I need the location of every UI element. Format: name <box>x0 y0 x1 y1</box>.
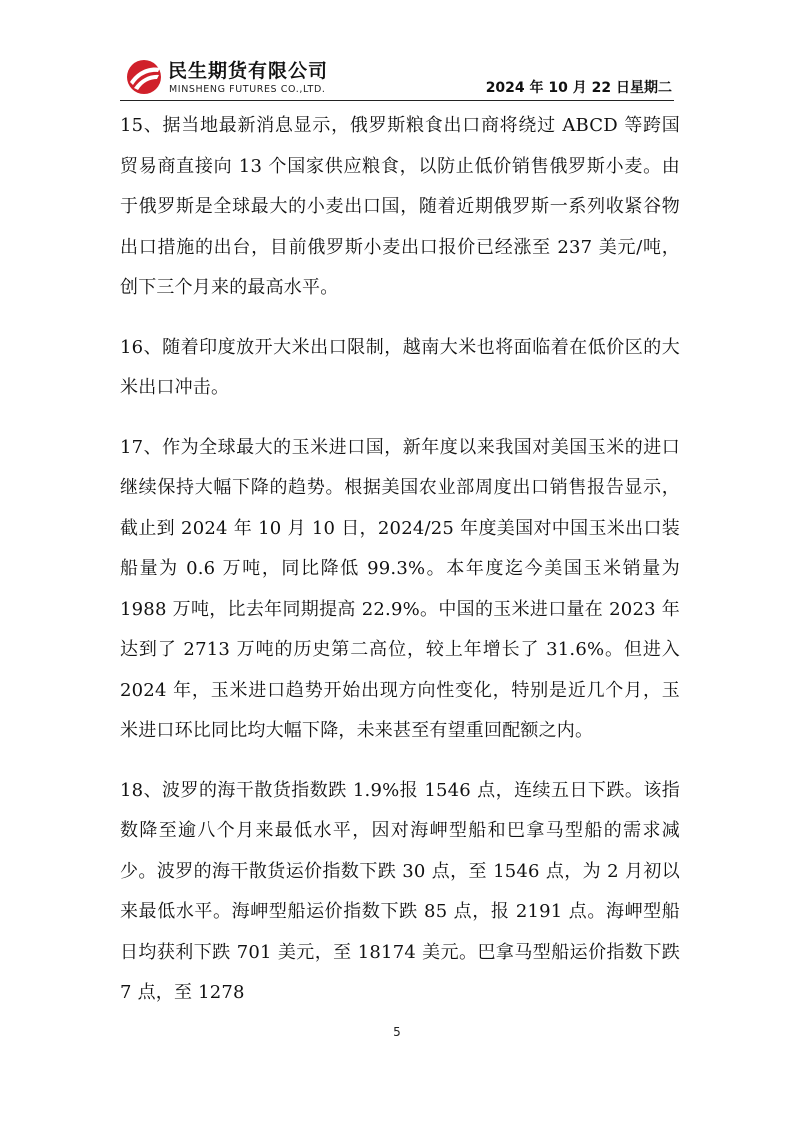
minsheng-logo-icon <box>124 58 164 96</box>
logo-chinese-name: 民生期货有限公司 <box>168 60 329 82</box>
news-item-18: 18、波罗的海干散货指数跌 1.9%报 1546 点，连续五日下跌。该指数降至逾八个月来最低水平，因对海岬型船和巴拿马型船的需求减少。波罗的海干散货运价指数下跌 30 点，至 1546 点，为 2 月初以来最低水平。海岬型船运价指数下跌 85 点，报 2191 点。海岬型船日均获利下跌 701 美元，至 18174 美元。巴拿马型船运价指数下跌 7 点，至 1278 <box>120 779 680 1003</box>
news-item-17: 17、作为全球最大的玉米进口国，新年度以来我国对美国玉米的进口继续保持大幅下降的趋势。根据美国农业部周度出口销售报告显示，截止到 2024 年 10 月 10 日，2024/25 年度美国对中国玉米出口装船量为 0.6 万吨，同比降低 99.3%。本年度迄今美国玉米销量为 1988 万吨，比去年同期提高 22.9%。中国的玉米进口量在 2023 年达到了 2713 万吨的历史第二高位，较上年增长了 31.6%。但进入 2024 年，玉米进口趋势开始出现方向性变化，特别是近几个月，玉米进口环比同比均大幅下降，未来甚至有望重回配额之内。 <box>120 436 680 741</box>
news-item-16: 16、随着印度放开大米出口限制，越南大米也将面临着在低价区的大米出口冲击。 <box>120 336 680 398</box>
company-logo <box>124 56 364 98</box>
news-item-15: 15、据当地最新消息显示，俄罗斯粮食出口商将绕过 ABCD 等跨国贸易商直接向 13 个国家供应粮食，以防止低价销售俄罗斯小麦。由于俄罗斯是全球最大的小麦出口国，随着近期俄罗斯一系列收紧谷物出口措施的出台，目前俄罗斯小麦出口报价已经涨至 237 美元/吨，创下三个月来的最高水平。 <box>120 115 680 298</box>
report-body <box>120 106 680 1033</box>
page-number: 5 <box>393 1025 401 1039</box>
report-date: 2024 年 10 月 22 日星期二 <box>485 80 672 96</box>
logo-english-name: MINSHENG FUTURES CO.,LTD. <box>169 84 326 95</box>
page-header <box>120 56 674 101</box>
